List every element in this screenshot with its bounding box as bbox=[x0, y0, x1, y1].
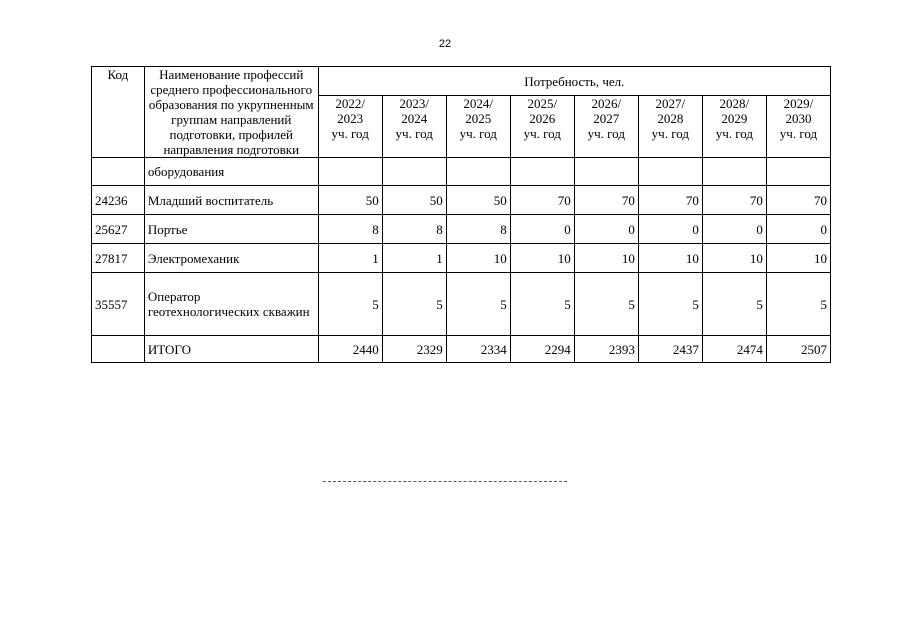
header-year: 2026/ 2027 уч. год bbox=[574, 96, 638, 158]
table-row bbox=[92, 244, 831, 273]
row-value: 70 bbox=[510, 186, 574, 215]
row-value: 5 bbox=[318, 273, 382, 336]
total-label: ИТОГО bbox=[144, 336, 318, 363]
row-value: 10 bbox=[638, 244, 702, 273]
row-value: 10 bbox=[702, 244, 766, 273]
row-value: 10 bbox=[510, 244, 574, 273]
row-value bbox=[446, 158, 510, 186]
footer-divider bbox=[323, 481, 567, 482]
row-value bbox=[574, 158, 638, 186]
row-value: 5 bbox=[382, 273, 446, 336]
table-row bbox=[92, 186, 831, 215]
row-value bbox=[510, 158, 574, 186]
row-value: 70 bbox=[638, 186, 702, 215]
row-code bbox=[92, 336, 145, 363]
row-value: 5 bbox=[702, 273, 766, 336]
row-value: 0 bbox=[766, 215, 830, 244]
row-name: оборудования bbox=[144, 158, 318, 186]
row-value bbox=[702, 158, 766, 186]
header-profession-name: Наименование профессий среднего профессионального образования по укрупненным группам направлений подготовки, профилей направления подготовки bbox=[144, 67, 318, 158]
row-value: 50 bbox=[382, 186, 446, 215]
row-value: 1 bbox=[318, 244, 382, 273]
row-value: 8 bbox=[382, 215, 446, 244]
row-name: Портье bbox=[144, 215, 318, 244]
table-row bbox=[92, 215, 831, 244]
header-year: 2023/ 2024 уч. год bbox=[382, 96, 446, 158]
row-value: 0 bbox=[702, 215, 766, 244]
row-value: 5 bbox=[638, 273, 702, 336]
needs-table bbox=[91, 66, 831, 363]
row-value: 1 bbox=[382, 244, 446, 273]
row-value: 50 bbox=[318, 186, 382, 215]
row-value: 10 bbox=[766, 244, 830, 273]
row-value: 5 bbox=[574, 273, 638, 336]
row-value: 10 bbox=[574, 244, 638, 273]
row-value: 8 bbox=[318, 215, 382, 244]
page-number: 22 bbox=[438, 38, 452, 50]
row-value bbox=[318, 158, 382, 186]
header-year: 2022/ 2023 уч. год bbox=[318, 96, 382, 158]
header-year: 2025/ 2026 уч. год bbox=[510, 96, 574, 158]
total-value: 2393 bbox=[574, 336, 638, 363]
row-value: 50 bbox=[446, 186, 510, 215]
row-code: 24236 bbox=[92, 186, 145, 215]
row-value bbox=[382, 158, 446, 186]
header-code: Код bbox=[92, 67, 145, 158]
row-value: 5 bbox=[446, 273, 510, 336]
row-value bbox=[766, 158, 830, 186]
header-year: 2029/ 2030 уч. год bbox=[766, 96, 830, 158]
total-value: 2437 bbox=[638, 336, 702, 363]
row-value bbox=[638, 158, 702, 186]
row-value: 5 bbox=[766, 273, 830, 336]
row-value: 0 bbox=[638, 215, 702, 244]
total-value: 2507 bbox=[766, 336, 830, 363]
row-value: 8 bbox=[446, 215, 510, 244]
total-row bbox=[92, 336, 831, 363]
row-code: 27817 bbox=[92, 244, 145, 273]
total-value: 2329 bbox=[382, 336, 446, 363]
row-value: 0 bbox=[574, 215, 638, 244]
row-value: 70 bbox=[766, 186, 830, 215]
header-need: Потребность, чел. bbox=[318, 67, 830, 96]
row-value: 5 bbox=[510, 273, 574, 336]
row-value: 10 bbox=[446, 244, 510, 273]
total-value: 2294 bbox=[510, 336, 574, 363]
table-row bbox=[92, 158, 831, 186]
header-year: 2027/ 2028 уч. год bbox=[638, 96, 702, 158]
row-name: Оператор геотехнологических скважин bbox=[144, 273, 318, 336]
header-year: 2028/ 2029 уч. год bbox=[702, 96, 766, 158]
row-name: Младший воспитатель bbox=[144, 186, 318, 215]
total-value: 2440 bbox=[318, 336, 382, 363]
total-value: 2334 bbox=[446, 336, 510, 363]
row-value: 70 bbox=[702, 186, 766, 215]
row-code: 25627 bbox=[92, 215, 145, 244]
table-row bbox=[92, 273, 831, 336]
total-value: 2474 bbox=[702, 336, 766, 363]
row-code: 35557 bbox=[92, 273, 145, 336]
row-code bbox=[92, 158, 145, 186]
row-name: Электромеханик bbox=[144, 244, 318, 273]
row-value: 70 bbox=[574, 186, 638, 215]
header-year: 2024/ 2025 уч. год bbox=[446, 96, 510, 158]
row-value: 0 bbox=[510, 215, 574, 244]
